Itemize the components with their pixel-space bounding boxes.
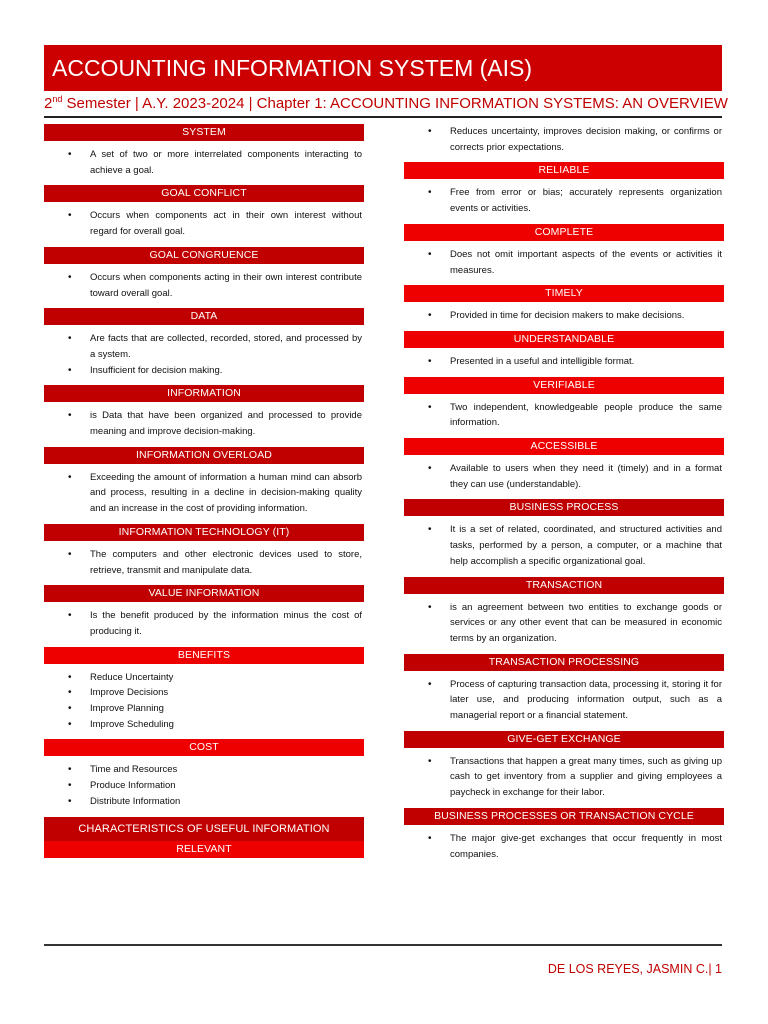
list-item: • Reduces uncertainty, improves decision making, or confirms or corrects prior expectations. — [404, 124, 724, 155]
section-list-timely — [404, 308, 724, 324]
list-item: • It is a set of related, coordinated, and structured activities and tasks, performed by a person, a computer, or a machine that help accomplish a specific organizational goal. — [404, 522, 724, 569]
section-header-relevant: RELEVANT — [44, 841, 364, 858]
section-header-information: INFORMATION — [44, 385, 364, 402]
section-header-accessible: ACCESSIBLE — [404, 438, 724, 455]
section-list-information-technology — [44, 547, 364, 578]
list-item: • The major give-get exchanges that occur frequently in most companies. — [404, 831, 724, 862]
list-item: • Insufficient for decision making. — [44, 363, 364, 379]
section-header-transaction-processing: TRANSACTION PROCESSING — [404, 654, 724, 671]
list-item: • Two independent, knowledgeable people produce the same information. — [404, 400, 724, 431]
list-item: • Is the benefit produced by the information minus the cost of producing it. — [44, 608, 364, 639]
section-list-accessible — [404, 461, 724, 492]
section-header-goal-congruence: GOAL CONGRUENCE — [44, 247, 364, 264]
section-header-value-information: VALUE INFORMATION — [44, 585, 364, 602]
section-header-cost: COST — [44, 739, 364, 756]
section-header-verifiable: VERIFIABLE — [404, 377, 724, 394]
section-header-characteristics: CHARACTERISTICS OF USEFUL INFORMATION — [44, 817, 364, 841]
section-list-information-overload — [44, 470, 364, 517]
left-column — [44, 124, 364, 858]
list-item: • Time and Resources — [44, 762, 364, 778]
section-list-business-process — [404, 522, 724, 569]
list-item: • The computers and other electronic devices used to store, retrieve, transmit and manipulate data. — [44, 547, 364, 578]
section-list-transaction-cycle — [404, 831, 724, 862]
section-list-reliable — [404, 185, 724, 216]
list-item: • is Data that have been organized and processed to provide meaning and improve decision-making. — [44, 408, 364, 439]
bottom-divider — [44, 944, 722, 946]
section-list-give-get-exchange — [404, 754, 724, 801]
section-header-information-overload: INFORMATION OVERLOAD — [44, 447, 364, 464]
section-header-system: SYSTEM — [44, 124, 364, 141]
subtitle-num: 2 — [44, 95, 53, 112]
list-item: • Occurs when components acting in their own interest contribute toward overall goal. — [44, 270, 364, 301]
section-header-transaction: TRANSACTION — [404, 577, 724, 594]
section-header-understandable: UNDERSTANDABLE — [404, 331, 724, 348]
list-item: • is an agreement between two entities to exchange goods or services or any other event that can be measured in economic terms by an organization. — [404, 600, 724, 647]
section-list-transaction — [404, 600, 724, 647]
section-list-benefits — [44, 670, 364, 733]
section-list-value-information — [44, 608, 364, 639]
section-header-benefits: BENEFITS — [44, 647, 364, 664]
section-list-relevant-cont — [404, 124, 724, 155]
document-title-banner — [44, 45, 722, 91]
section-list-data — [44, 331, 364, 378]
subtitle-rest: Semester | A.Y. 2023-2024 | Chapter 1: ACCOUNTING INFORMATION SYSTEMS: AN OVERVIEW — [62, 95, 728, 112]
list-item: • Produce Information — [44, 778, 364, 794]
subtitle-sup: nd — [52, 94, 63, 104]
top-divider — [44, 116, 722, 118]
list-item: • Occurs when components act in their own interest without regard for overall goal. — [44, 208, 364, 239]
list-item: • Improve Decisions — [44, 685, 364, 701]
section-header-reliable: RELIABLE — [404, 162, 724, 179]
document-subtitle — [44, 93, 734, 115]
right-column — [404, 124, 724, 869]
section-header-goal-conflict: GOAL CONFLICT — [44, 185, 364, 202]
list-item: • Does not omit important aspects of the events or activities it measures. — [404, 247, 724, 278]
list-item: • Presented in a useful and intelligible format. — [404, 354, 724, 370]
list-item: • Exceeding the amount of information a human mind can absorb and process, resulting in a decline in decision-making quality and an increase in the cost of providing information. — [44, 470, 364, 517]
list-item: • Reduce Uncertainty — [44, 670, 364, 686]
list-item: • Improve Scheduling — [44, 717, 364, 733]
section-header-information-technology: INFORMATION TECHNOLOGY (IT) — [44, 524, 364, 541]
section-header-business-process: BUSINESS PROCESS — [404, 499, 724, 516]
list-item: • Transactions that happen a great many times, such as giving up cash to get inventory from a supplier and giving employees a paycheck in exchange for their labor. — [404, 754, 724, 801]
section-list-goal-congruence — [44, 270, 364, 301]
section-list-information — [44, 408, 364, 439]
section-list-understandable — [404, 354, 724, 370]
list-item: • Available to users when they need it (timely) and in a format they can use (understandable). — [404, 461, 724, 492]
section-header-timely: TIMELY — [404, 285, 724, 302]
list-item: • Free from error or bias; accurately represents organization events or activities. — [404, 185, 724, 216]
section-list-system — [44, 147, 364, 178]
section-header-transaction-cycle: BUSINESS PROCESSES OR TRANSACTION CYCLE — [404, 808, 724, 825]
list-item: • Improve Planning — [44, 701, 364, 717]
section-header-data: DATA — [44, 308, 364, 325]
list-item: • Distribute Information — [44, 794, 364, 810]
section-header-give-get-exchange: GIVE-GET EXCHANGE — [404, 731, 724, 748]
section-list-transaction-processing — [404, 677, 724, 724]
section-list-cost — [44, 762, 364, 809]
document-title: ACCOUNTING INFORMATION SYSTEM (AIS) — [52, 55, 533, 81]
list-item: • Are facts that are collected, recorded, stored, and processed by a system. — [44, 331, 364, 362]
footer-author-page: DE LOS REYES, JASMIN C.| 1 — [547, 962, 722, 976]
section-list-complete — [404, 247, 724, 278]
section-header-complete: COMPLETE — [404, 224, 724, 241]
section-list-goal-conflict — [44, 208, 364, 239]
list-item: • Provided in time for decision makers to make decisions. — [404, 308, 724, 324]
list-item: • Process of capturing transaction data, processing it, storing it for later use, and producing information output, such as a managerial report or a financial statement. — [404, 677, 724, 724]
section-list-verifiable — [404, 400, 724, 431]
list-item: • A set of two or more interrelated components interacting to achieve a goal. — [44, 147, 364, 178]
